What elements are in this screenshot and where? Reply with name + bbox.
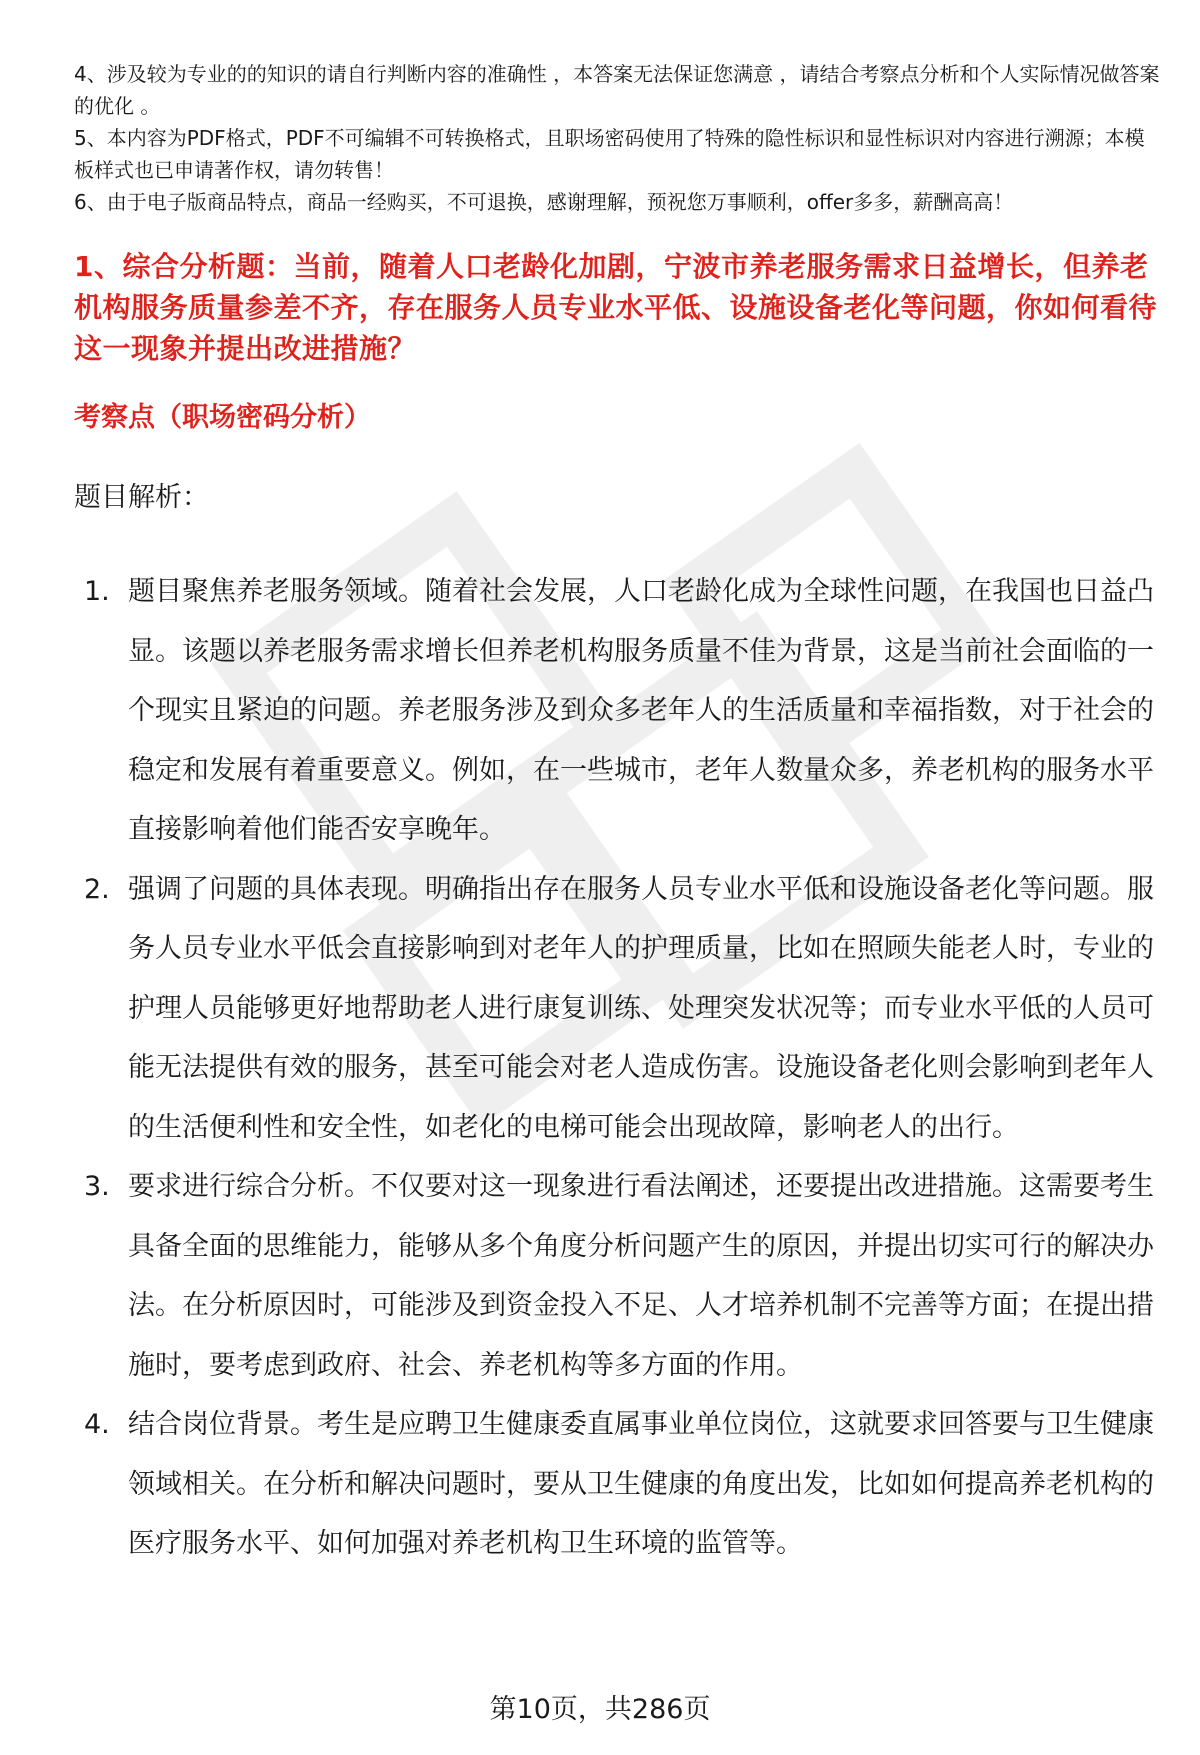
list-item <box>74 860 1154 1158</box>
list-item-text: 结合岗位背景。考生是应聘卫生健康委直属事业单位岗位，这就要求回答要与卫生健康领域相关。在分析和解决问题时，要从卫生健康的角度出发，比如如何提高养老机构的医疗服务水平、如何加强对养老机构卫生环境的监管等。 <box>128 1409 1154 1559</box>
list-item-text: 强调了问题的具体表现。明确指出存在服务人员专业水平低和设施设备老化等问题。服务人员专业水平低会直接影响到对老年人的护理质量，比如在照顾失能老人时，专业的护理人员能够更好地帮助老人进行康复训练、处理突发状况等；而专业水平低的人员可能无法提供有效的服务，甚至可能会对老人造成伤害。设施设备老化则会影响到老年人的生活便利性和安全性，如老化的电梯可能会出现故障，影响老人的出行。 <box>128 873 1154 1143</box>
list-item <box>74 1157 1154 1395</box>
list-item-number: 4. <box>84 1409 110 1440</box>
list-item-text: 题目聚焦养老服务领域。随着社会发展，人口老龄化成为全球性问题，在我国也日益凸显。该题以养老服务需求增长但养老机构服务质量不佳为背景，这是当前社会面临的一个现实且紧迫的问题。养老服务涉及到众多老年人的生活质量和幸福指数，对于社会的稳定和发展有着重要意义。例如，在一些城市，老年人数量众多，养老机构的服务水平直接影响着他们能否安享晚年。 <box>128 576 1154 845</box>
question-heading: 1、综合分析题：当前，随着人口老龄化加剧，宁波市养老服务需求日益增长，但养老机构服务质量参差不齐，存在服务人员专业水平低、设施设备老化等问题，你如何看待这一现象并提出改进措施？ <box>74 250 1158 365</box>
list-item-number: 1. <box>84 576 110 607</box>
notice-list <box>74 58 1164 218</box>
page-number: 第10页，共286页 <box>489 1694 711 1725</box>
list-item-text: 要求进行综合分析。不仅要对这一现象进行看法阐述，还要提出改进措施。这需要考生具备全面的思维能力，能够从多个角度分析问题产生的原因，并提出切实可行的解决办法。在分析原因时，可能涉及到资金投入不足、人才培养机制不完善等方面；在提出措施时，要考虑到政府、社会、养老机构等多方面的作用。 <box>128 1171 1154 1381</box>
list-item-number: 2. <box>84 873 110 905</box>
notice-item: 4、涉及较为专业的的知识的请自行判断内容的准确性 ，本答案无法保证您满意 ，请结合考察点分析和个人实际情况做答案的优化 。 <box>74 62 1160 118</box>
list-item <box>74 562 1154 860</box>
section-title: 考察点（职场密码分析） <box>74 402 371 433</box>
notice-item: 6、由于电子版商品特点，商品一经购买，不可退换，感谢理解，预祝您万事顺利，offer多多，薪酬高高！ <box>74 190 1014 214</box>
notice-item: 5、本内容为PDF格式，PDF不可编辑不可转换格式，且职场密码使用了特殊的隐性标识和显性标识对内容进行溯源；本模板样式也已申请著作权，请勿转售！ <box>74 126 1145 182</box>
list-item-number: 3. <box>84 1171 110 1202</box>
analysis-points <box>74 562 1154 1574</box>
analysis-title: 题目解析： <box>74 482 209 513</box>
list-item <box>74 1395 1154 1574</box>
